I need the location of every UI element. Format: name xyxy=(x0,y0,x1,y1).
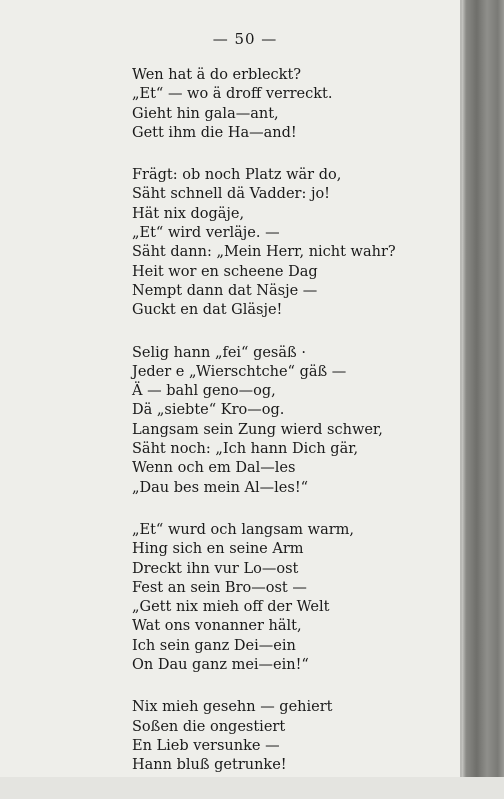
poem-line: Fest an sein Bro—ost — xyxy=(132,579,307,596)
stanza-1 xyxy=(132,66,432,143)
poem-line: Gieht hin gala—ant, xyxy=(132,105,279,122)
poem-line: Selig hann „fei“ gesäß · xyxy=(132,344,306,361)
poem-line: Wen hat ä do erbleckt? xyxy=(132,67,302,83)
poem-line: Ä — bahl geno—og, xyxy=(132,383,276,400)
poem-line: Säht noch: „Ich hann Dich gär, xyxy=(132,441,359,458)
poem-line: Ich sein ganz Dei—ein xyxy=(132,637,296,654)
poem-line: Nempt dann dat Näsje — xyxy=(132,282,318,299)
page-number: — 50 — xyxy=(212,30,278,48)
poem-line: Hing sich en seine Arm xyxy=(132,541,304,558)
poem-line: Jeder e „Wierschtche“ gäß — xyxy=(132,363,347,380)
poem-line: Soßen die ongestiert xyxy=(132,718,286,735)
stanza-3 xyxy=(132,344,432,498)
poem-line: Wenn och em Dal—les xyxy=(132,460,296,477)
poem xyxy=(132,66,432,799)
poem-line: Gett ihm die Ha—and! xyxy=(132,124,297,141)
poem-line: En Lieb versunke — xyxy=(132,737,280,754)
poem-line: Dä „siebte“ Kro—og. xyxy=(132,402,285,419)
poem-line: Frägt: ob noch Platz wär do, xyxy=(132,167,342,184)
poem-line: Langsam sein Zung wierd schwer, xyxy=(132,421,383,438)
stanza-4 xyxy=(132,521,432,675)
poem-line: „Et“ wird verläje. — xyxy=(132,225,280,242)
poem-line: Dreckt ihn vur Lo—ost xyxy=(132,560,299,577)
poem-line: Säht dann: „Mein Herr, nicht wahr? xyxy=(132,244,396,261)
poem-line: Guckt en dat Gläsje! xyxy=(132,302,283,319)
poem-line: Nix mieh gesehn — gehiert xyxy=(132,699,333,716)
poem-line: Heit wor en scheene Dag xyxy=(132,263,318,280)
stanza-2 xyxy=(132,166,432,320)
poem-line: Säht schnell dä Vadder: jo! xyxy=(132,186,331,203)
poem-line: „Dau bes mein Al—les!“ xyxy=(132,479,309,496)
poem-line: On Dau ganz mei—ein!“ xyxy=(132,657,309,674)
poem-line: Hät nix dogäje, xyxy=(132,205,245,222)
poem-line: Hann bluß getrunke! xyxy=(132,757,287,774)
stanza-5 xyxy=(132,698,432,775)
poem-line: „Gett nix mieh off der Welt xyxy=(132,599,330,616)
poem-line: „Et“ — wo ä droff verreckt. xyxy=(132,86,333,103)
poem-line: „Et“ wurd och langsam warm, xyxy=(132,521,355,538)
book-spine-edge xyxy=(462,0,504,777)
poem-line: Wat ons vonanner hält, xyxy=(132,618,302,635)
